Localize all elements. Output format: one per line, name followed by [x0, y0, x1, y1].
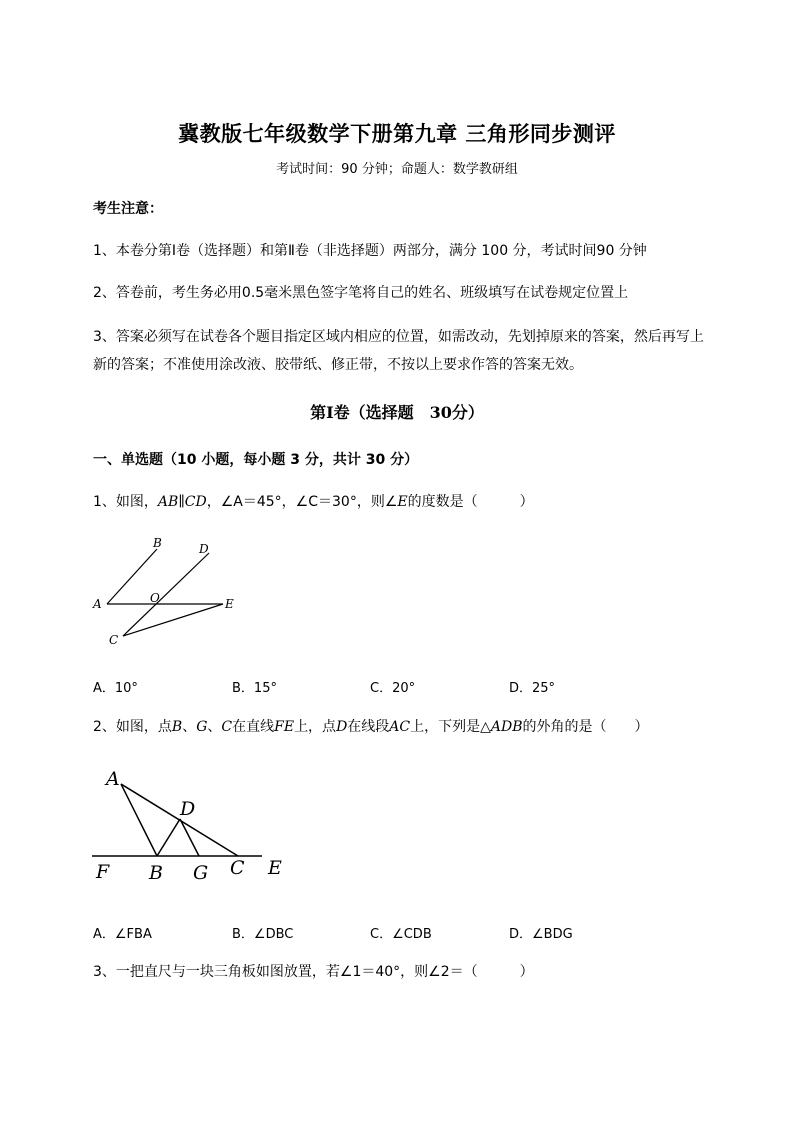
- q2-option-b[interactable]: B．∠DBC: [232, 927, 294, 942]
- q1-label-b: B: [153, 536, 162, 550]
- q2-option-a[interactable]: A．∠FBA: [93, 927, 152, 942]
- q2-text-6: 在线段: [347, 719, 390, 735]
- q2-line-fe: FE: [274, 719, 295, 735]
- q1-label-o: O: [150, 591, 160, 605]
- q2-text-1: 2、如图，点: [93, 719, 172, 735]
- q2-text-5: 上，点: [294, 719, 337, 735]
- q2-label-d: D: [180, 798, 196, 820]
- question-1-condition: ，∠A＝45°，∠C＝30°，则∠: [206, 494, 398, 510]
- q2-segment-ac: AC: [389, 719, 411, 735]
- q2-text-4: 在直线: [232, 719, 275, 735]
- part-title: 一、单选题（10 小题，每小题 3 分，共计 30 分）: [93, 452, 419, 468]
- q2-label-e: E: [268, 857, 282, 879]
- notice-item-3: 3、答案必须写在试卷各个题目指定区域内相应的位置，如需改动，先划掉原来的答案，然后再写上新的答案；不准使用涂改液、胶带纸、修正带，不按以上要求作答的答案无效。: [93, 329, 704, 373]
- notice-item-1: 1、本卷分第Ⅰ卷（选择题）和第Ⅱ卷（非选择题）两部分，满分 100 分，考试时间90 分钟: [93, 243, 647, 259]
- q2-text-2: 、: [182, 719, 197, 735]
- q1-option-b[interactable]: B．15°: [232, 681, 277, 696]
- q1-label-e: E: [225, 597, 234, 611]
- q2-triangle-adb: ADB: [490, 719, 523, 735]
- q2-point-g: G: [196, 719, 208, 735]
- question-2: [93, 717, 649, 737]
- section-title: 第Ⅰ卷（选择题 30分）: [310, 403, 484, 422]
- q1-label-a: A: [93, 597, 102, 611]
- q2-option-d[interactable]: D．∠BDG: [509, 927, 573, 942]
- q1-option-d[interactable]: D．25°: [509, 681, 556, 696]
- q1-option-c[interactable]: C．20°: [370, 681, 416, 696]
- notice-item-2: 2、答卷前，考生务必用0.5毫米黑色签字笔将自己的姓名、班级填写在试卷规定位置上: [93, 285, 629, 301]
- q1-option-a[interactable]: A．10°: [93, 681, 138, 696]
- q1-label-c: C: [109, 633, 119, 647]
- q2-text-8: 的外角的是（ ）: [522, 719, 649, 735]
- question-1-angle-e: E: [397, 494, 408, 510]
- question-1-prefix: 1、如图，: [93, 494, 158, 510]
- notice-heading: 考生注意：: [93, 201, 163, 217]
- question-1-ask: 的度数是（ ）: [407, 494, 534, 510]
- question-1-parallel: AB∥CD: [157, 494, 207, 510]
- question-2-figure: [88, 765, 298, 890]
- exam-info: 考试时间：90 分钟；命题人：数学教研组: [276, 162, 518, 177]
- page-title: 冀教版七年级数学下册第九章 三角形同步测评: [178, 121, 616, 146]
- q2-point-b: B: [171, 719, 183, 735]
- question-3: 3、一把直尺与一块三角板如图放置，若∠1＝40°，则∠2＝（ ）: [93, 964, 534, 980]
- q1-label-d: D: [199, 542, 209, 556]
- q2-label-c: C: [230, 857, 245, 879]
- q2-text-7: 上，下列是△: [410, 719, 491, 735]
- q2-text-3: 、: [207, 719, 222, 735]
- q2-point-c: C: [221, 719, 233, 735]
- q2-option-c[interactable]: C．∠CDB: [370, 927, 432, 942]
- question-1: [93, 492, 534, 512]
- q2-label-a: A: [106, 768, 120, 790]
- q2-point-d: D: [336, 719, 348, 735]
- q2-label-f: F: [96, 861, 110, 883]
- question-1-figure: [85, 535, 245, 650]
- q2-label-b: B: [149, 862, 163, 884]
- q2-label-g: G: [193, 862, 209, 884]
